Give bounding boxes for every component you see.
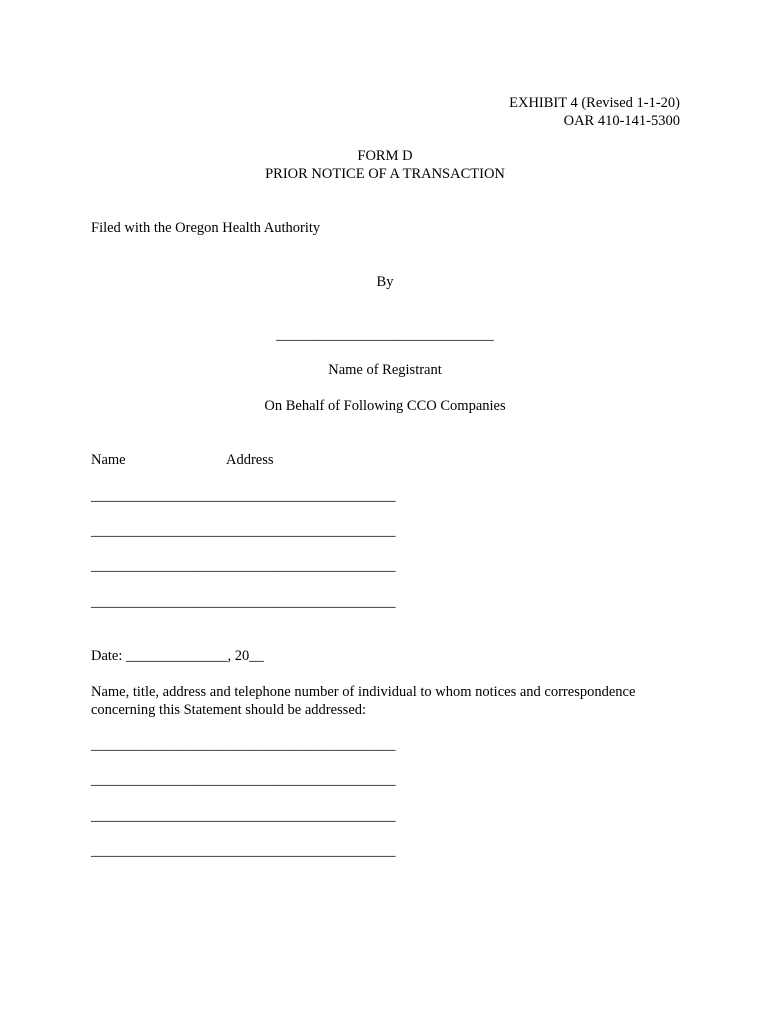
column-header-address: Address [226, 452, 274, 468]
form-name: PRIOR NOTICE OF A TRANSACTION [265, 166, 505, 182]
company-line[interactable]: __________________________________________ [91, 558, 396, 574]
column-header-name: Name [91, 452, 126, 468]
company-line[interactable]: __________________________________________ [91, 488, 396, 504]
registrant-blank-line[interactable]: ______________________________ [276, 327, 494, 343]
company-line[interactable]: __________________________________________ [91, 523, 396, 539]
exhibit-label: EXHIBIT 4 (Revised 1-1-20) [509, 95, 680, 111]
registrant-label: Name of Registrant [328, 362, 442, 378]
filed-with-text: Filed with the Oregon Health Authority [91, 220, 321, 236]
contact-line[interactable]: __________________________________________ [91, 808, 396, 824]
date-line[interactable]: Date: ______________, 20__ [91, 648, 264, 664]
behalf-text: On Behalf of Following CCO Companies [264, 398, 506, 414]
contact-line[interactable]: __________________________________________ [91, 843, 396, 859]
by-label: By [376, 274, 394, 290]
company-line[interactable]: __________________________________________ [91, 594, 396, 610]
form-title: FORM D [357, 148, 413, 164]
contact-line[interactable]: __________________________________________ [91, 737, 396, 753]
oar-reference: OAR 410-141-5300 [563, 113, 680, 129]
notice-instruction: Name, title, address and telephone number of individual to whom notices and correspondence concerning this Statement should be addressed: [91, 684, 636, 718]
contact-line[interactable]: __________________________________________ [91, 772, 396, 788]
